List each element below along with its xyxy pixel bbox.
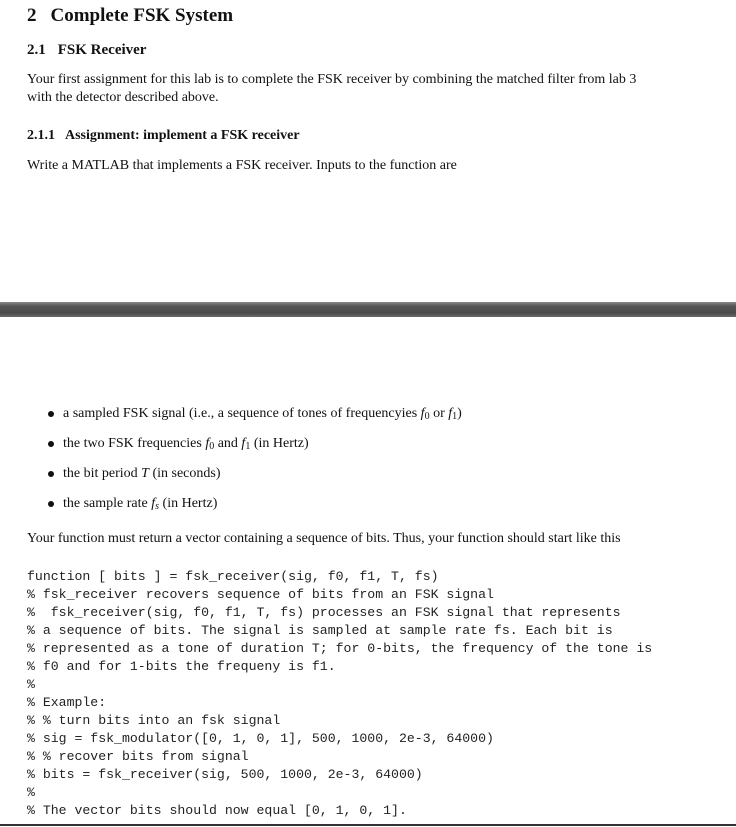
- code-line: % fsk_receiver(sig, f0, f1, T, fs) processes an FSK signal that represents: [27, 605, 621, 620]
- code-line: % f0 and for 1-bits the frequeny is f1.: [27, 659, 336, 674]
- section-number: 2: [27, 5, 37, 26]
- list-item: the two FSK frequencies $f_0$ and $f_1$ (in Hertz): [48, 435, 462, 465]
- inputs-list: [48, 405, 462, 525]
- page-divider: [0, 302, 736, 317]
- subsection-title: FSK Receiver: [57, 42, 147, 58]
- list-item: the sample rate $f_s$ (in Hertz): [48, 495, 462, 525]
- code-line: % fsk_receiver recovers sequence of bits from an FSK signal: [27, 587, 494, 602]
- code-line: % sig = fsk_modulator([0, 1, 0, 1], 500, 1000, 2e-3, 64000): [27, 731, 494, 746]
- assignment-text: Write a MATLAB that implements a FSK receiver. Inputs to the function are: [27, 158, 457, 173]
- subsection-heading: [27, 42, 146, 59]
- code-line: % a sequence of bits. The signal is sampled at sample rate fs. Each bit is: [27, 623, 613, 638]
- code-line: % % turn bits into an fsk signal: [27, 713, 281, 728]
- bullet-icon: [48, 501, 54, 507]
- list-item: the bit period T (in seconds): [48, 465, 462, 495]
- code-line: %: [27, 677, 35, 692]
- subsubsection-title: Assignment: implement a FSK receiver: [65, 128, 300, 143]
- code-line: % % recover bits from signal: [27, 749, 249, 764]
- return-text: Your function must return a vector containing a sequence of bits. Thus, your function should start like this: [27, 531, 621, 546]
- section-title: Complete FSK System: [50, 5, 234, 26]
- code-line: % Example:: [27, 695, 107, 710]
- code-line: function [ bits ] = fsk_receiver(sig, f0, f1, T, fs): [27, 569, 439, 584]
- list-item: a sampled FSK signal (i.e., a sequence of tones of frequencyies $f_0$ or $f_1$): [48, 405, 462, 435]
- subsubsection-number: 2.1.1: [27, 128, 55, 143]
- code-line: %: [27, 785, 35, 800]
- code-line: % represented as a tone of duration T; for 0-bits, the frequency of the tone is: [27, 641, 653, 656]
- intro-line: with the detector described above.: [27, 90, 219, 105]
- subsection-number: 2.1: [27, 42, 46, 58]
- section-heading: [27, 5, 233, 27]
- code-block: [27, 568, 652, 820]
- code-line: % bits = fsk_receiver(sig, 500, 1000, 2e-3, 64000): [27, 767, 423, 782]
- bullet-icon: [48, 441, 54, 447]
- intro-line: Your first assignment for this lab is to complete the FSK receiver by combining the matched filter from lab 3: [27, 72, 637, 87]
- subsubsection-heading: [27, 128, 300, 144]
- bullet-icon: [48, 471, 54, 477]
- bottom-rule: [0, 824, 736, 826]
- code-line: % The vector bits should now equal [0, 1, 0, 1].: [27, 803, 407, 818]
- bullet-icon: [48, 411, 54, 417]
- intro-paragraph: [27, 71, 717, 107]
